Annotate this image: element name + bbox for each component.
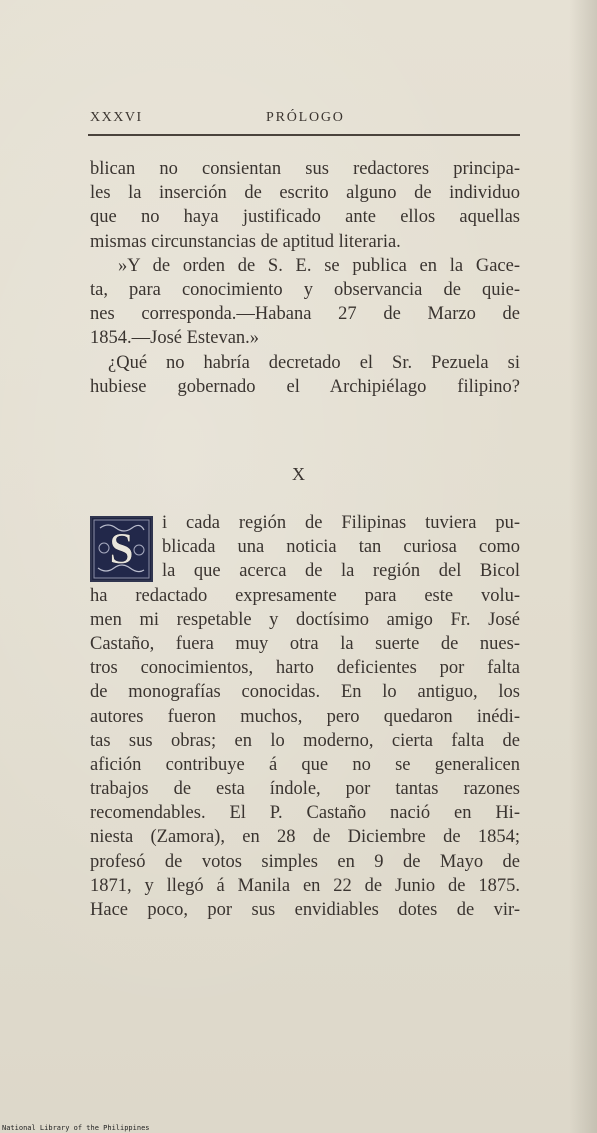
text-line-content: blicada una noticia tan curiosa como — [162, 537, 520, 558]
text-line: de monografías conocidas. En lo antiguo, los — [90, 682, 520, 703]
text-line: niesta (Zamora), en 28 de Diciembre de 1854; — [90, 827, 520, 848]
page-edge-shadow — [569, 0, 597, 1133]
page-header — [90, 110, 518, 132]
text-line — [90, 351, 520, 375]
paragraph-block-section-x — [90, 511, 520, 922]
text-line: 1854.—José Estevan.» — [90, 328, 260, 349]
text-line: recomendables. El P. Castaño nació en Hi- — [90, 803, 520, 824]
header-rule — [88, 134, 520, 136]
text-line: Castaño, fuera muy otra la suerte de nues- — [90, 633, 520, 654]
library-credit: National Library of the Philippines — [2, 1124, 150, 1132]
text-line — [90, 535, 520, 559]
text-line-content: »Y de orden de S. E. se publica en la Gace- — [118, 255, 520, 276]
text-line: tros conocimientos, harto deficientes por falta — [90, 658, 520, 679]
dropcap-letter: S — [109, 524, 134, 573]
paragraph-block-continuation — [90, 157, 520, 399]
text-line: 1871, y llegó á Manila en 22 de Junio de 1875. — [90, 875, 520, 896]
text-line: ha redactado expresamente para este volu- — [90, 585, 520, 606]
text-line: trabajos de esta índole, por tantas razones — [90, 779, 520, 800]
text-line: ta, para conocimiento y observancia de quie- — [90, 279, 520, 300]
text-line: que no haya justificado ante ellos aquellas — [90, 207, 520, 228]
text-line — [90, 511, 520, 535]
text-line: autores fueron muchos, pero quedaron inédi- — [90, 706, 520, 727]
text-line: hubiese gobernado el Archipiélago filipino? — [90, 376, 520, 397]
text-line: afición contribuye á que no se generalicen — [90, 754, 520, 775]
text-line: tas sus obras; en lo moderno, cierta falta de — [90, 730, 520, 751]
text-line-content: la que acerca de la región del Bicol — [162, 561, 520, 582]
text-line-content: ¿Qué no habría decretado el Sr. Pezuela si — [108, 352, 520, 373]
text-line: profesó de votos simples en 9 de Mayo de — [90, 851, 520, 872]
text-line: blican no consientan sus redactores principa- — [90, 159, 520, 179]
text-line: mismas circunstancias de aptitud literaria. — [90, 231, 401, 252]
page-number: XXXVI — [90, 110, 143, 125]
text-line-content: i cada región de Filipinas tuviera pu- — [162, 513, 520, 533]
text-line — [90, 559, 520, 583]
text-line — [90, 254, 520, 278]
section-number: X — [292, 464, 305, 484]
text-line: Hace poco, por sus envidiables dotes de vir- — [90, 900, 520, 920]
text-line: les la inserción de escrito alguno de individuo — [90, 183, 520, 204]
text-line: men mi respetable y doctísimo amigo Fr. José — [90, 609, 520, 630]
text-line: nes corresponda.—Habana 27 de Marzo de — [90, 304, 520, 325]
running-title: PRÓLOGO — [266, 110, 345, 125]
